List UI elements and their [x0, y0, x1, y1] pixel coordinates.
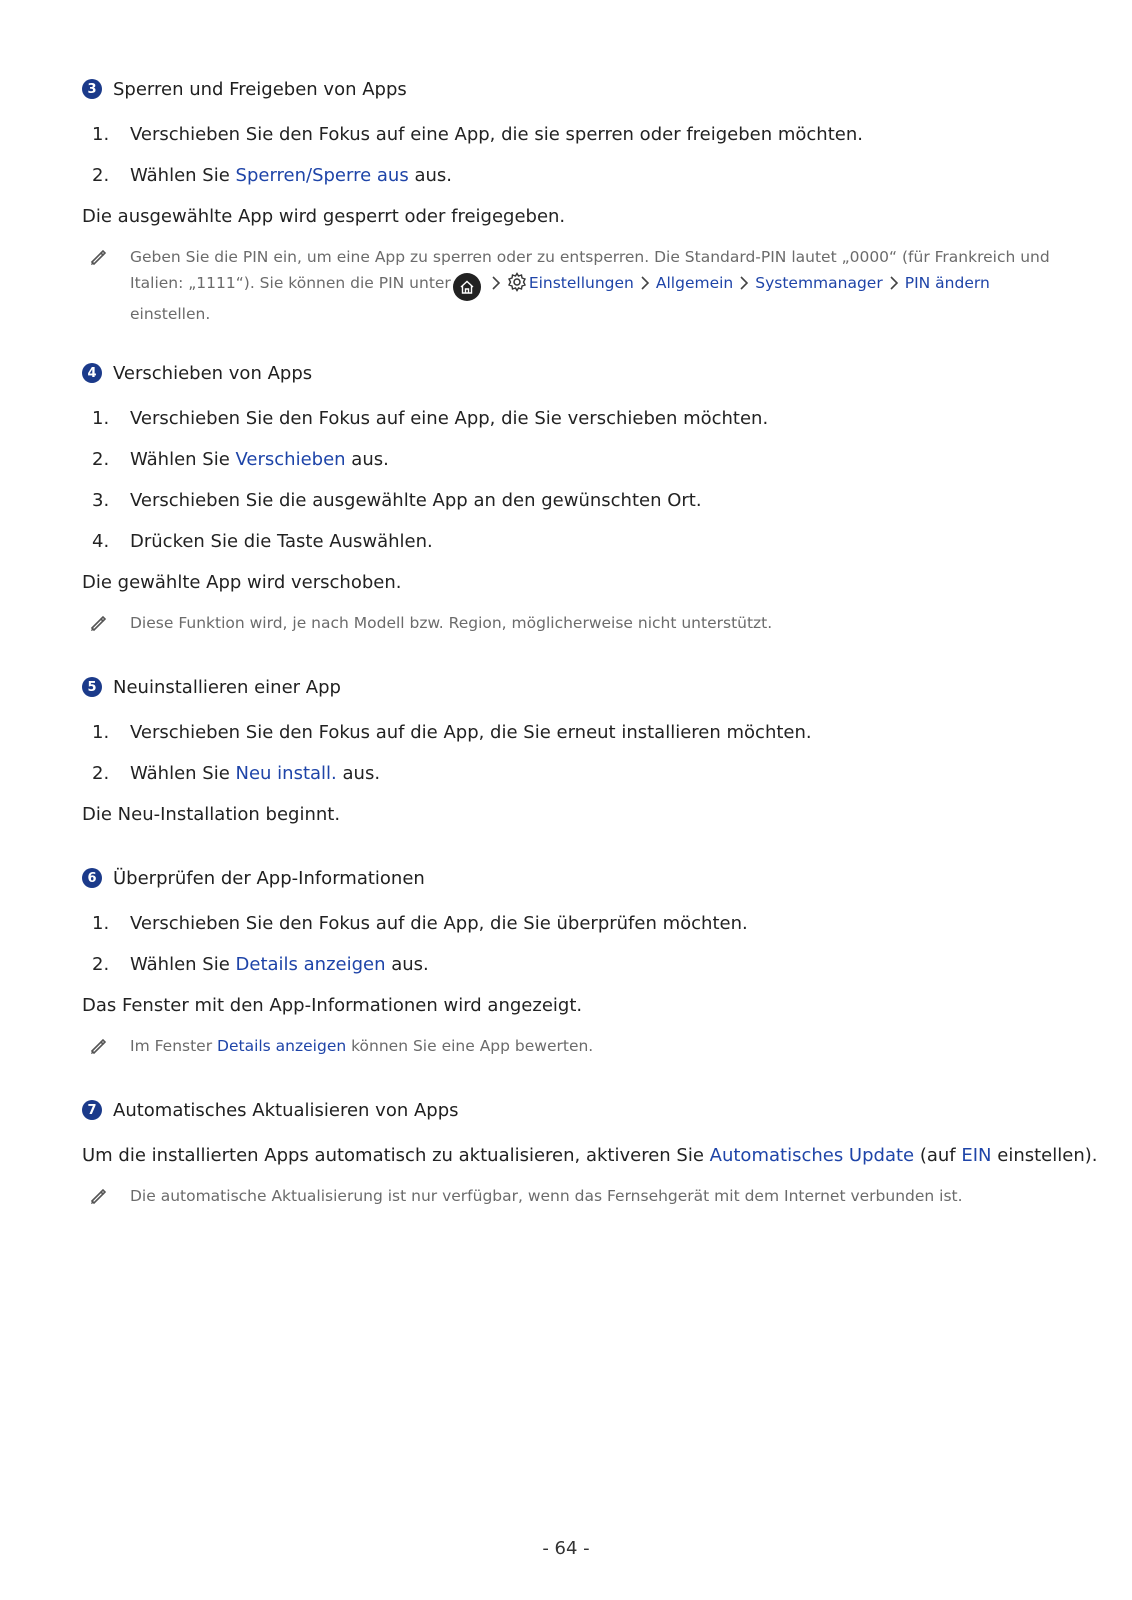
gear-icon	[507, 272, 527, 292]
text-pre: Wählen Sie	[130, 954, 236, 975]
note-line: einstellen.	[130, 305, 211, 323]
section-heading	[82, 866, 1062, 890]
section-title: Überprüfen der App-Informationen	[113, 867, 425, 889]
step-number-badge: 5	[82, 677, 102, 697]
list-item	[82, 447, 1062, 488]
step-number-badge: 3	[82, 79, 102, 99]
section-title: Automatisches Aktualisieren von Apps	[113, 1099, 459, 1121]
section-heading	[82, 77, 1062, 101]
chevron-right-icon	[491, 275, 501, 291]
text-pre: Wählen Sie	[130, 763, 236, 784]
list-number: 2.	[92, 449, 110, 470]
section-heading	[82, 361, 1062, 385]
page-number: - 64 -	[542, 1538, 590, 1559]
menu-link-systemmanager[interactable]: Systemmanager	[755, 274, 883, 292]
section-title: Sperren und Freigeben von Apps	[113, 78, 407, 100]
text-post: einstellen).	[991, 1145, 1098, 1166]
text-post: aus.	[408, 165, 452, 186]
pencil-note-icon	[88, 1186, 108, 1206]
note	[82, 1183, 1062, 1209]
list-text: Drücken Sie die Taste Auswählen.	[130, 531, 433, 552]
list-text: Verschieben Sie die ausgewählte App an den gewünschten Ort.	[130, 490, 702, 511]
menu-link-pin-aendern[interactable]: PIN ändern	[904, 274, 990, 292]
list-number: 2.	[92, 165, 110, 186]
pencil-note-icon	[88, 613, 108, 633]
list-text	[130, 761, 380, 787]
list-number: 1.	[92, 408, 110, 429]
text-post: aus.	[345, 449, 389, 470]
list-number: 1.	[92, 124, 110, 145]
list-item	[82, 720, 1062, 761]
list-number: 4.	[92, 531, 110, 552]
section-app-informationen	[82, 866, 1062, 1059]
note-text: Italien: „1111“). Sie können die PIN unter	[130, 274, 451, 292]
menu-link-automatisches-update[interactable]: Automatisches Update	[709, 1145, 915, 1166]
pencil-note-icon	[88, 247, 108, 267]
menu-link-einstellungen[interactable]: Einstellungen	[528, 274, 634, 292]
section-title: Neuinstallieren einer App	[113, 676, 341, 698]
section-heading	[82, 675, 1062, 699]
list-number: 1.	[92, 913, 110, 934]
list-item	[82, 952, 1062, 993]
text-mid: (auf	[914, 1145, 962, 1166]
chevron-right-icon	[640, 275, 650, 291]
note-text: Diese Funktion wird, je nach Modell bzw. Region, möglicherweise nicht unterstützt.	[130, 614, 773, 632]
text-post: können Sie eine App bewerten.	[346, 1037, 594, 1055]
section-sperren	[82, 77, 1062, 327]
note	[82, 1033, 1062, 1059]
list-item	[82, 406, 1062, 447]
list-item	[82, 488, 1062, 529]
list-number: 2.	[92, 763, 110, 784]
text-pre: Im Fenster	[130, 1037, 218, 1055]
section-heading	[82, 1098, 1062, 1122]
note-text: Die automatische Aktualisierung ist nur verfügbar, wenn das Fernsehgerät mit dem Internet verbunden ist.	[130, 1187, 963, 1205]
step-number-badge: 4	[82, 363, 102, 383]
section-verschieben	[82, 361, 1062, 636]
step-number-badge: 6	[82, 868, 102, 888]
menu-link-details-anzeigen[interactable]: Details anzeigen	[217, 1037, 347, 1055]
pencil-note-icon	[88, 1036, 108, 1056]
text-post: aus.	[336, 763, 381, 784]
list-number: 1.	[92, 722, 110, 743]
list-text: Verschieben Sie den Fokus auf die App, die Sie erneut installieren möchten.	[130, 722, 812, 743]
list-text	[130, 163, 452, 189]
list-item	[82, 911, 1062, 952]
list-text	[130, 952, 429, 978]
note-text	[130, 1033, 1062, 1059]
section-title: Verschieben von Apps	[113, 362, 313, 384]
list-item	[82, 529, 1062, 570]
menu-link-allgemein[interactable]: Allgemein	[655, 274, 734, 292]
note-line	[130, 270, 1062, 301]
menu-link-sperren[interactable]: Sperren/Sperre aus	[235, 165, 409, 186]
result-text: Das Fenster mit den App-Informationen wird angezeigt.	[82, 995, 583, 1016]
text-pre: Um die installierten Apps automatisch zu aktualisieren, aktiveren Sie	[82, 1145, 710, 1166]
text-post: aus.	[385, 954, 429, 975]
chevron-right-icon	[889, 275, 899, 291]
note	[82, 244, 1062, 327]
menu-link-verschieben[interactable]: Verschieben	[235, 449, 346, 470]
list-text: Verschieben Sie den Fokus auf eine App, die sie sperren oder freigeben möchten.	[130, 124, 863, 145]
menu-link-neu-install[interactable]: Neu install.	[235, 763, 337, 784]
result-text: Die gewählte App wird verschoben.	[82, 572, 402, 593]
list-item	[82, 761, 1062, 802]
list-item	[82, 163, 1062, 204]
list-number: 3.	[92, 490, 110, 511]
body-paragraph	[82, 1143, 1098, 1169]
section-neuinstallieren	[82, 675, 1062, 828]
menu-link-details-anzeigen[interactable]: Details anzeigen	[235, 954, 386, 975]
text-pre: Wählen Sie	[130, 449, 236, 470]
section-automatisches-aktualisieren	[82, 1098, 1098, 1209]
result-text: Die Neu-Installation beginnt.	[82, 804, 341, 825]
menu-link-ein[interactable]: EIN	[961, 1145, 992, 1166]
note	[82, 610, 1062, 636]
note-line: Geben Sie die PIN ein, um eine App zu sperren oder zu entsperren. Die Standard-PIN lautet „0000“ (für Frankreich und	[130, 248, 1050, 266]
step-number-badge: 7	[82, 1100, 102, 1120]
result-text: Die ausgewählte App wird gesperrt oder freigegeben.	[82, 206, 566, 227]
list-item	[82, 122, 1062, 163]
list-text: Verschieben Sie den Fokus auf eine App, die Sie verschieben möchten.	[130, 408, 769, 429]
text-pre: Wählen Sie	[130, 165, 236, 186]
home-icon	[453, 273, 481, 301]
chevron-right-icon	[739, 275, 749, 291]
list-number: 2.	[92, 954, 110, 975]
list-text	[130, 447, 389, 473]
list-text: Verschieben Sie den Fokus auf die App, die Sie überprüfen möchten.	[130, 913, 748, 934]
